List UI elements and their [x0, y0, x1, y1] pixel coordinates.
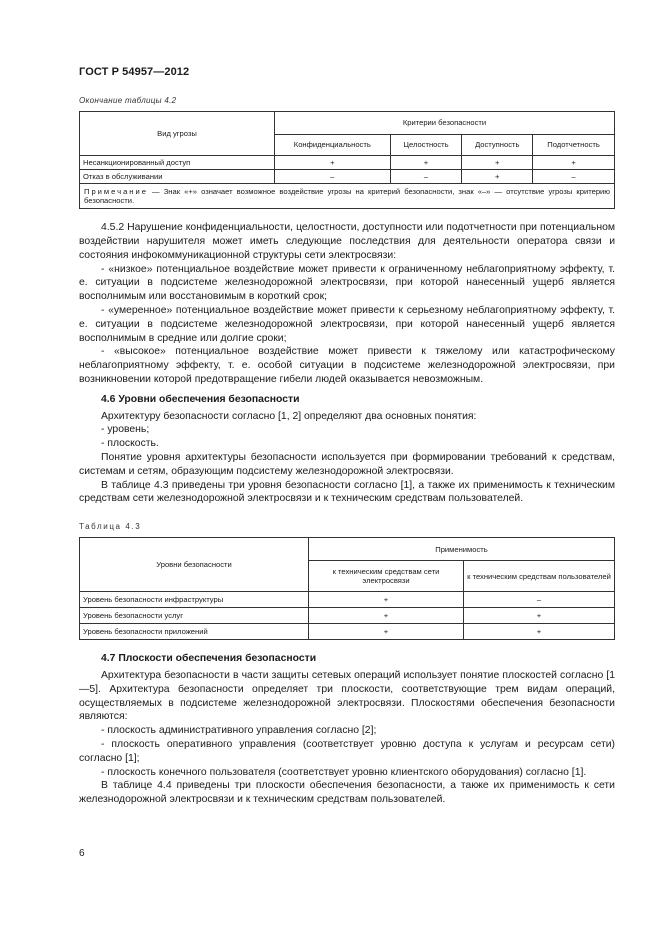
cell-value: +	[462, 170, 533, 184]
paragraph: - уровень;	[101, 424, 150, 436]
table-note	[80, 184, 615, 209]
cell-value: +	[275, 156, 391, 170]
paragraph: Архитектура безопасности в части защиты сетевых операций использует понятие плоскостей согласно [1—5]. Архитектура безопасности определяет три плоскости, соответствующие трем видам операций, осуществляемых в подсистеме железнодорожной электросвязи. Плоскостями обеспечения безопасности являются:	[79, 669, 615, 723]
table-row	[80, 170, 615, 184]
criteria-header: Подотчетность	[533, 135, 615, 156]
row-label: Отказ в обслуживании	[80, 170, 275, 184]
note-text: — Знак «+» означает возможное воздействие угрозы на критерий безопасности, знак «–» — отсутствие угрозы критерию безопасности.	[84, 187, 610, 206]
table-4-2	[79, 111, 615, 209]
col-threat-header: Вид угрозы	[80, 112, 275, 156]
cell-value: +	[309, 624, 464, 640]
criteria-header: Доступность	[462, 135, 533, 156]
applicability-sub-header: к техническим средствам пользователей	[464, 561, 615, 592]
criteria-header: Конфиденциальность	[275, 135, 391, 156]
table-4-3	[79, 537, 615, 640]
paragraph: Архитектуру безопасности согласно [1, 2] определяют два основных понятия:	[101, 410, 477, 422]
section-heading: 4.6 Уровни обеспечения безопасности	[101, 393, 300, 405]
col-applicability-header: Применимость	[309, 538, 615, 561]
document-page	[79, 66, 615, 807]
row-label: Несанкционированный доступ	[80, 156, 275, 170]
paragraph: - «низкое» потенциальное воздействие может привести к ограниченному неблагоприятному эффекту, т. е. ситуации в подсистеме железнодорожной электросвязи, при которой нанесенный ущерб является восполнимым или восстановимым в короткий срок;	[79, 263, 615, 303]
row-label: Уровень безопасности инфраструктуры	[80, 592, 309, 608]
col-levels-header: Уровни безопасности	[80, 538, 309, 592]
section-4-7	[79, 652, 615, 807]
paragraph: - плоскость.	[101, 438, 159, 450]
col-criteria-header: Критерии безопасности	[275, 112, 615, 135]
cell-value: +	[464, 624, 615, 640]
section-heading: 4.7 Плоскости обеспечения безопасности	[101, 653, 317, 665]
cell-value: –	[390, 170, 462, 184]
paragraph: - «высокое» потенциальное воздействие может привести к тяжелому или катастрофическому неблагоприятному эффекту, т. е. особой ситуации в подсистеме железнодорожной электросвязи, при возникновении которой предотвращение гибели людей оказывается невозможным.	[79, 346, 615, 385]
paragraph: В таблице 4.4 приведены три плоскости обеспечения безопасности, а также их применимость к сети железнодорожной электросвязи и к техническим средствам пользователей.	[79, 780, 615, 806]
row-label: Уровень безопасности услуг	[80, 608, 309, 624]
cell-value: +	[462, 156, 533, 170]
row-label: Уровень безопасности приложений	[80, 624, 309, 640]
note-prefix: Примечание	[84, 187, 148, 196]
paragraph: - плоскость административного управления согласно [2];	[101, 725, 377, 737]
document-header: ГОСТ Р 54957—2012	[79, 66, 190, 78]
paragraph: - плоскость конечного пользователя (соответствует уровню клиентского оборудования) согласно [1].	[101, 766, 587, 778]
paragraph: - «умеренное» потенциальное воздействие может привести к серьезному неблагоприятному эффекту, т. е. ситуации в подсистеме железнодорожной электросвязи, при которой нанесенный ущерб является восполнимым в средние или долгие сроки;	[79, 305, 615, 344]
cell-value: +	[464, 608, 615, 624]
paragraph: - плоскость оперативного управления (соответствует уровню доступа к услугам и ресурсам сети) согласно [1];	[79, 738, 615, 764]
cell-value: +	[390, 156, 462, 170]
table-row	[80, 156, 615, 170]
table-row	[80, 624, 615, 640]
table-4-3-caption: Таблица 4.3	[79, 522, 142, 532]
cell-value: +	[533, 156, 615, 170]
paragraph: 4.5.2 Нарушение конфиденциальности, целостности, доступности или подотчетности при потенциальном воздействии нарушителя может иметь следующие последствия для деятельности оператора связи и состояния инфокоммуникационной структуры сети электросвязи:	[79, 222, 615, 261]
cell-value: –	[533, 170, 615, 184]
table-row	[80, 592, 615, 608]
criteria-header: Целостность	[390, 135, 462, 156]
cell-value: +	[309, 608, 464, 624]
cell-value: +	[309, 592, 464, 608]
table-4-2-caption: Окончание таблицы 4.2	[79, 96, 177, 105]
table-row	[80, 608, 615, 624]
paragraph: Понятие уровня архитектуры безопасности используется при формировании требований к средствам, системам и сетям, образующим подсистему железнодорожной электросвязи.	[79, 451, 615, 477]
page-number: 6	[79, 848, 85, 859]
paragraph: В таблице 4.3 приведены три уровня безопасности согласно [1], а также их применимость к техническим средствам сети железнодорожной электросвязи и к техническим средствам пользователей.	[79, 479, 615, 505]
section-4-5-2	[79, 221, 615, 506]
cell-value: –	[464, 592, 615, 608]
applicability-sub-header: к техническим средствам сети электросвязи	[309, 561, 464, 592]
cell-value: –	[275, 170, 391, 184]
